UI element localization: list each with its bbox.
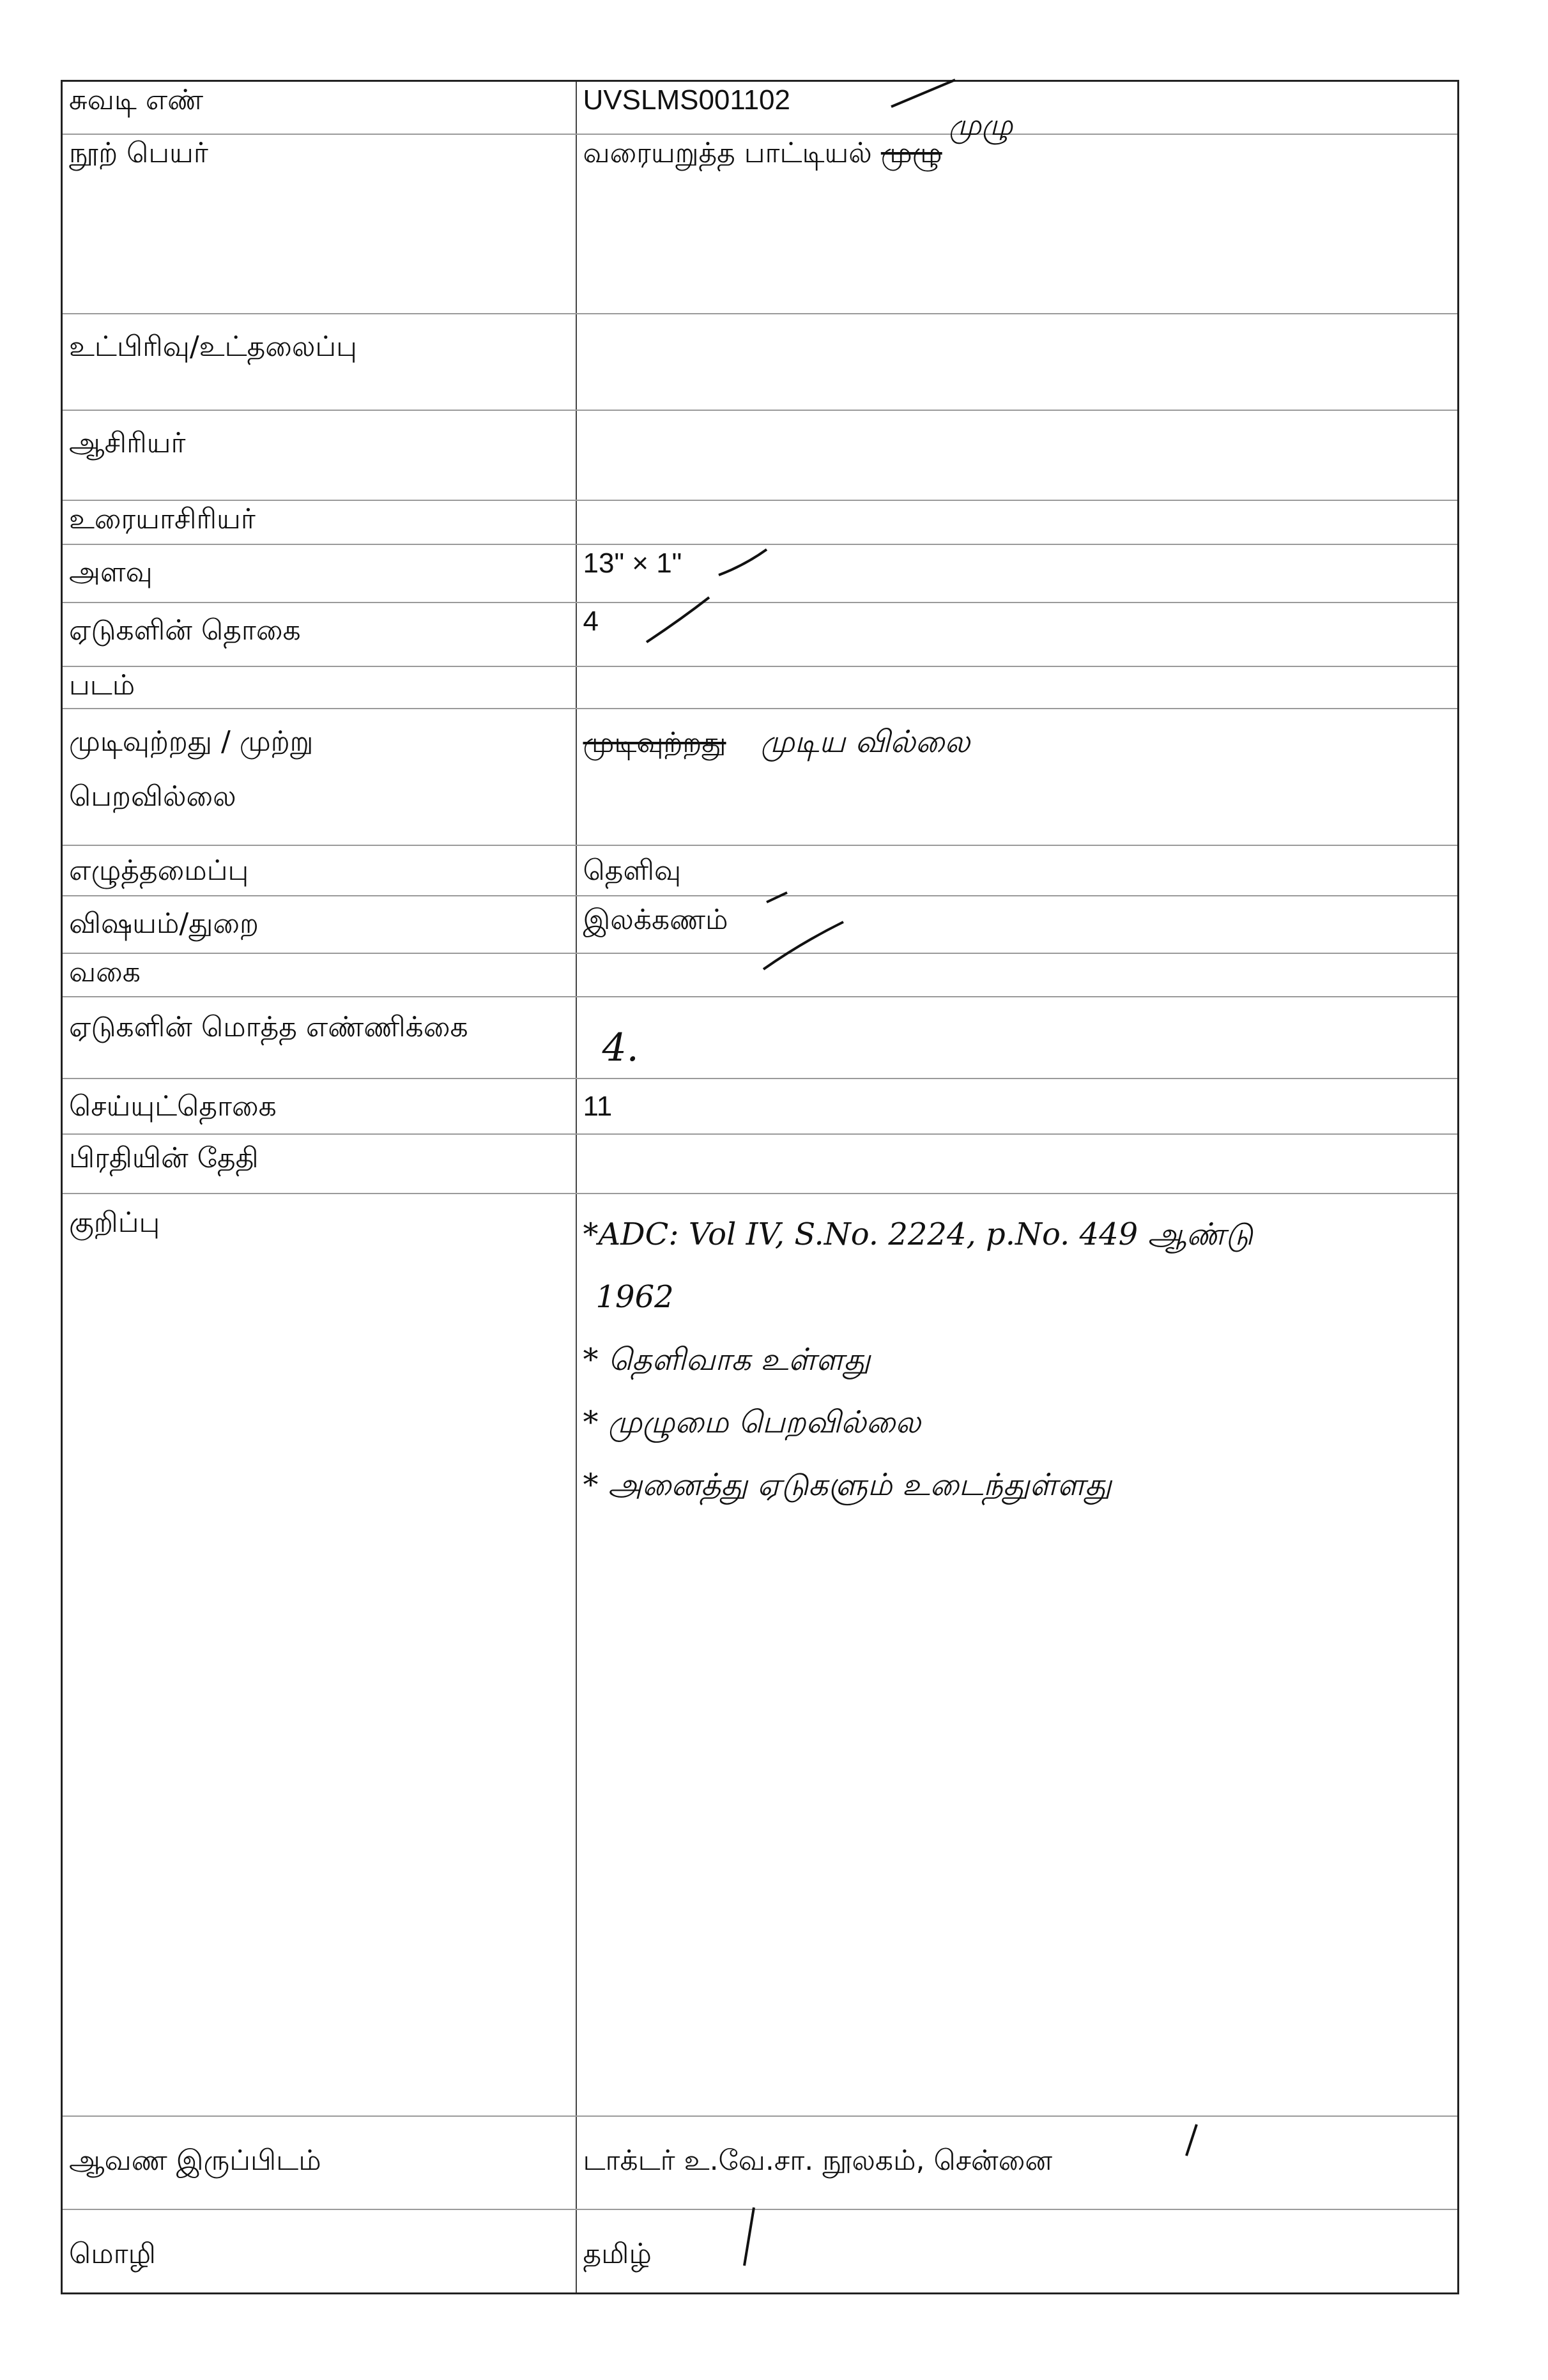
label-subdivision: உட்பிரிவு/உட்தலைப்பு xyxy=(62,314,576,410)
title-struck-text: முழு xyxy=(880,136,942,169)
note-line-2: 1962 xyxy=(595,1279,674,1316)
script-tick-mark xyxy=(767,893,787,902)
label-leaf-count: ஏடுகளின் தொகை xyxy=(62,603,576,666)
label-notes: குறிப்பு xyxy=(62,1194,576,2116)
label-illustration: படம் xyxy=(62,666,576,709)
leafcount-tick-mark xyxy=(647,597,709,642)
value-size: 13" × 1" xyxy=(576,544,1459,603)
label-subject: விஷயம்/துறை xyxy=(62,896,576,954)
completion-handwritten: முடிய வில்லை xyxy=(760,724,970,760)
label-completion-line2: பெறவில்லை xyxy=(69,780,236,813)
pen-marks-overlay xyxy=(61,80,1457,2294)
note-line-4: * முழுமை பெறவில்லை xyxy=(583,1404,921,1441)
label-archive-location: ஆவண இருப்பிடம் xyxy=(62,2116,576,2209)
title-handwritten-correction: முழு xyxy=(949,107,1013,142)
note-line-3: * தெளிவாக உள்ளது xyxy=(583,1342,871,1378)
value-language: தமிழ் xyxy=(576,2209,1459,2293)
value-archive-location: டாக்டர் உ.வே.சா. நூலகம், சென்னை xyxy=(576,2116,1459,2209)
label-copy-date: பிரதியின் தேதி xyxy=(62,1134,576,1194)
value-script: தெளிவு xyxy=(576,845,1459,896)
completion-struck-text: முடிவுற்றது xyxy=(583,726,726,760)
label-category: வகை xyxy=(62,953,576,997)
total-leaves-handwritten: 4. xyxy=(602,1025,639,1071)
language-tick-mark xyxy=(744,2207,754,2266)
label-manuscript-number: சுவடி எண் xyxy=(62,81,576,134)
location-tick-mark xyxy=(1186,2124,1197,2156)
label-title: நூற் பெயர் xyxy=(62,134,576,314)
subject-tick-mark xyxy=(763,922,843,969)
note-line-1: *ADC: Vol IV, S.No. 2224, p.No. 449 ஆண்டு xyxy=(583,1217,1253,1253)
serial-tick-mark xyxy=(891,80,955,107)
title-text: வரையறுத்த பாட்டியல் xyxy=(583,136,872,169)
manuscript-record-sheet xyxy=(61,80,1457,2294)
label-verse-count: செய்யுட்தொகை xyxy=(62,1079,576,1133)
label-language: மொழி xyxy=(62,2209,576,2293)
note-line-5: * அனைத்து ஏடுகளும் உடைந்துள்ளது xyxy=(583,1467,1112,1503)
label-completion-line1: முடிவுற்றது / முற்று xyxy=(69,725,314,758)
value-subject: இலக்கணம் xyxy=(576,896,1459,954)
value-verse-count: 11 xyxy=(576,1079,1459,1133)
label-size: அளவு xyxy=(62,544,576,603)
value-manuscript-number: UVSLMS001102 xyxy=(576,81,1459,134)
size-tick-mark xyxy=(719,549,767,575)
label-commentator: உரையாசிரியர் xyxy=(62,500,576,544)
label-author: ஆசிரியர் xyxy=(62,410,576,501)
value-leaf-count: 4 xyxy=(576,603,1459,666)
label-script: எழுத்தமைப்பு xyxy=(62,845,576,896)
label-total-leaves: ஏடுகளின் மொத்த எண்ணிக்கை xyxy=(62,997,576,1079)
